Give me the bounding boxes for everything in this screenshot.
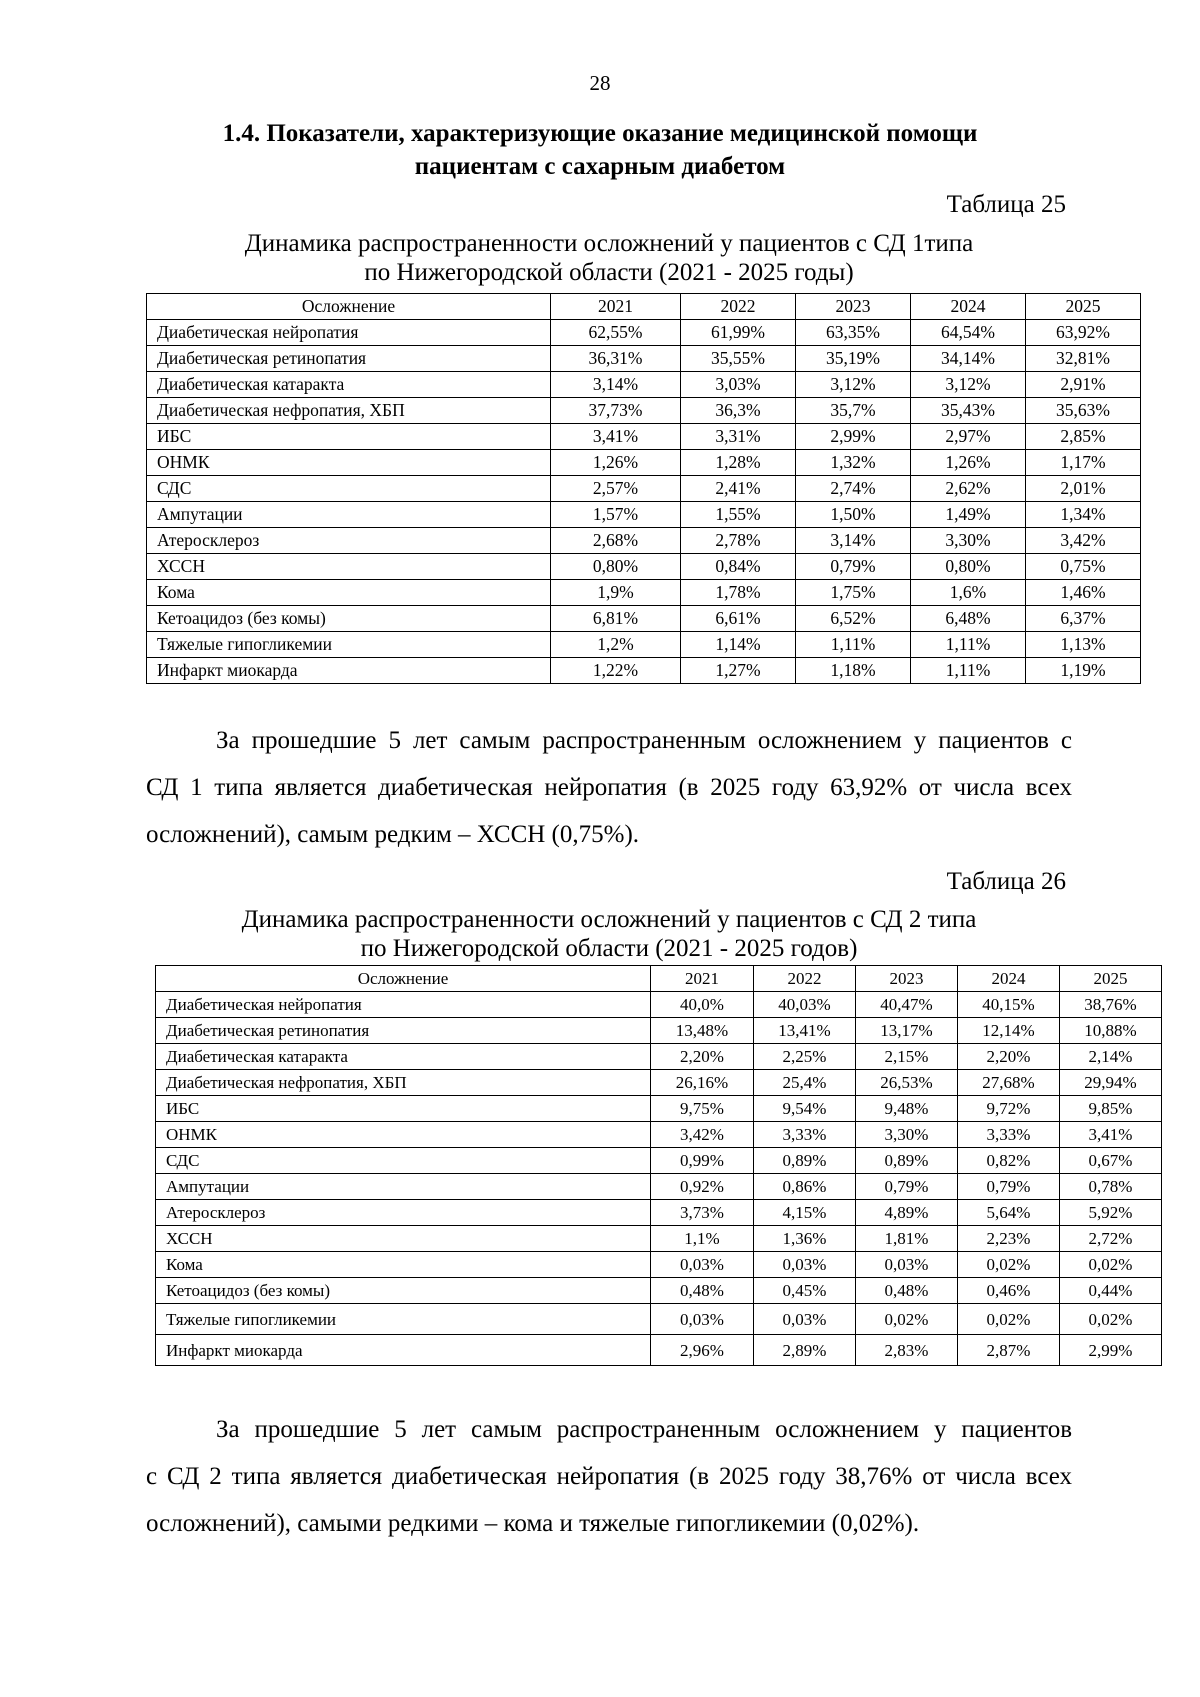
percent-cell: 1,75% bbox=[796, 580, 911, 606]
percent-cell: 2,14% bbox=[1060, 1044, 1162, 1070]
percent-cell: 2,57% bbox=[551, 476, 681, 502]
table-26 bbox=[155, 965, 1162, 1366]
percent-cell: 1,46% bbox=[1026, 580, 1141, 606]
table-row bbox=[156, 1335, 1162, 1366]
percent-cell: 37,73% bbox=[551, 398, 681, 424]
percent-cell: 1,26% bbox=[551, 450, 681, 476]
percent-cell: 3,73% bbox=[651, 1200, 754, 1226]
percent-cell: 35,43% bbox=[911, 398, 1026, 424]
percent-cell: 9,85% bbox=[1060, 1096, 1162, 1122]
percent-cell: 0,79% bbox=[958, 1174, 1060, 1200]
percent-cell: 1,36% bbox=[754, 1226, 856, 1252]
percent-cell: 1,78% bbox=[681, 580, 796, 606]
complication-name-cell: Ампутации bbox=[147, 502, 551, 528]
percent-cell: 40,15% bbox=[958, 992, 1060, 1018]
percent-cell: 3,12% bbox=[911, 372, 1026, 398]
percent-cell: 2,99% bbox=[1060, 1335, 1162, 1366]
percent-cell: 1,19% bbox=[1026, 658, 1141, 684]
complication-name-cell: Диабетическая нейропатия bbox=[147, 320, 551, 346]
complication-name-cell: СДС bbox=[147, 476, 551, 502]
table-row bbox=[156, 1148, 1162, 1174]
complication-name-cell: Диабетическая катаракта bbox=[156, 1044, 651, 1070]
table-25 bbox=[146, 293, 1141, 684]
percent-cell: 0,02% bbox=[958, 1252, 1060, 1278]
percent-cell: 3,14% bbox=[551, 372, 681, 398]
percent-cell: 4,15% bbox=[754, 1200, 856, 1226]
percent-cell: 1,13% bbox=[1026, 632, 1141, 658]
percent-cell: 1,14% bbox=[681, 632, 796, 658]
percent-cell: 40,03% bbox=[754, 992, 856, 1018]
percent-cell: 0,80% bbox=[911, 554, 1026, 580]
percent-cell: 2,68% bbox=[551, 528, 681, 554]
table-row bbox=[156, 1070, 1162, 1096]
table-row bbox=[156, 1226, 1162, 1252]
page-number: 28 bbox=[589, 71, 611, 95]
percent-cell: 3,42% bbox=[1026, 528, 1141, 554]
paragraph-1-line-2: СД 1 типа является диабетическая нейропатия (в 2025 году 63,92% от числа всех bbox=[146, 774, 1072, 801]
complication-name-cell: Инфаркт миокарда bbox=[147, 658, 551, 684]
percent-cell: 35,19% bbox=[796, 346, 911, 372]
paragraph-1-line-3: осложнений), самым редким – ХССН (0,75%). bbox=[146, 821, 640, 848]
table-row bbox=[147, 606, 1141, 632]
percent-cell: 1,11% bbox=[796, 632, 911, 658]
percent-cell: 1,32% bbox=[796, 450, 911, 476]
percent-cell: 1,57% bbox=[551, 502, 681, 528]
percent-cell: 1,34% bbox=[1026, 502, 1141, 528]
complication-name-cell: Ампутации bbox=[156, 1174, 651, 1200]
percent-cell: 26,53% bbox=[856, 1070, 958, 1096]
percent-cell: 6,48% bbox=[911, 606, 1026, 632]
complication-name-cell: ОНМК bbox=[147, 450, 551, 476]
table-row bbox=[156, 1018, 1162, 1044]
percent-cell: 3,03% bbox=[681, 372, 796, 398]
table-row bbox=[147, 346, 1141, 372]
percent-cell: 0,89% bbox=[754, 1148, 856, 1174]
percent-cell: 4,89% bbox=[856, 1200, 958, 1226]
percent-cell: 36,3% bbox=[681, 398, 796, 424]
table26-header-row bbox=[156, 966, 1162, 992]
percent-cell: 2,62% bbox=[911, 476, 1026, 502]
complication-name-cell: Кетоацидоз (без комы) bbox=[147, 606, 551, 632]
table25-header-row bbox=[147, 294, 1141, 320]
table-row bbox=[156, 1096, 1162, 1122]
percent-cell: 1,17% bbox=[1026, 450, 1141, 476]
percent-cell: 1,22% bbox=[551, 658, 681, 684]
column-header-year: 2024 bbox=[911, 294, 1026, 320]
table-25-caption bbox=[146, 229, 1072, 287]
percent-cell: 35,55% bbox=[681, 346, 796, 372]
complication-name-cell: ИБС bbox=[147, 424, 551, 450]
percent-cell: 3,31% bbox=[681, 424, 796, 450]
complication-name-cell: ХССН bbox=[147, 554, 551, 580]
percent-cell: 10,88% bbox=[1060, 1018, 1162, 1044]
percent-cell: 5,64% bbox=[958, 1200, 1060, 1226]
percent-cell: 62,55% bbox=[551, 320, 681, 346]
table-26-caption-line-1: Динамика распространенности осложнений у пациентов с СД 2 типа bbox=[241, 906, 977, 933]
paragraph-2-line-1-text: За прошедшие 5 лет самым распространенным осложнением у пациентов bbox=[216, 1416, 1072, 1443]
percent-cell: 6,52% bbox=[796, 606, 911, 632]
percent-cell: 0,92% bbox=[651, 1174, 754, 1200]
column-header-year: 2024 bbox=[958, 966, 1060, 992]
percent-cell: 3,33% bbox=[958, 1122, 1060, 1148]
complication-name-cell: Диабетическая нефропатия, ХБП bbox=[156, 1070, 651, 1096]
percent-cell: 1,27% bbox=[681, 658, 796, 684]
complication-name-cell: Тяжелые гипогликемии bbox=[147, 632, 551, 658]
percent-cell: 0,03% bbox=[651, 1252, 754, 1278]
percent-cell: 1,9% bbox=[551, 580, 681, 606]
table-26-caption bbox=[146, 905, 1072, 963]
column-header-year: 2025 bbox=[1026, 294, 1141, 320]
percent-cell: 1,6% bbox=[911, 580, 1026, 606]
percent-cell: 0,02% bbox=[856, 1304, 958, 1335]
percent-cell: 1,55% bbox=[681, 502, 796, 528]
percent-cell: 0,03% bbox=[754, 1252, 856, 1278]
percent-cell: 0,67% bbox=[1060, 1148, 1162, 1174]
percent-cell: 0,46% bbox=[958, 1278, 1060, 1304]
percent-cell: 27,68% bbox=[958, 1070, 1060, 1096]
percent-cell: 36,31% bbox=[551, 346, 681, 372]
percent-cell: 3,30% bbox=[856, 1122, 958, 1148]
complication-name-cell: Кома bbox=[156, 1252, 651, 1278]
percent-cell: 9,75% bbox=[651, 1096, 754, 1122]
percent-cell: 0,03% bbox=[651, 1304, 754, 1335]
table-25-caption-line-1: Динамика распространенности осложнений у пациентов с СД 1типа bbox=[244, 230, 974, 257]
percent-cell: 3,42% bbox=[651, 1122, 754, 1148]
table-row bbox=[156, 1122, 1162, 1148]
complication-name-cell: Атеросклероз bbox=[147, 528, 551, 554]
table-25-caption-line-2: по Нижегородской области (2021 - 2025 годы) bbox=[364, 259, 854, 286]
percent-cell: 0,89% bbox=[856, 1148, 958, 1174]
percent-cell: 63,92% bbox=[1026, 320, 1141, 346]
percent-cell: 35,63% bbox=[1026, 398, 1141, 424]
table-row bbox=[147, 372, 1141, 398]
complication-name-cell: Диабетическая ретинопатия bbox=[147, 346, 551, 372]
percent-cell: 5,92% bbox=[1060, 1200, 1162, 1226]
complication-name-cell: Диабетическая нейропатия bbox=[156, 992, 651, 1018]
section-title-line-2: пациентам с сахарным диабетом bbox=[414, 153, 786, 180]
percent-cell: 1,49% bbox=[911, 502, 1026, 528]
percent-cell: 0,44% bbox=[1060, 1278, 1162, 1304]
percent-cell: 3,12% bbox=[796, 372, 911, 398]
table-row bbox=[156, 1174, 1162, 1200]
column-header-year: 2021 bbox=[551, 294, 681, 320]
percent-cell: 12,14% bbox=[958, 1018, 1060, 1044]
section-title-line-1: 1.4. Показатели, характеризующие оказание медицинской помощи bbox=[222, 120, 978, 147]
table-25-body bbox=[147, 294, 1141, 684]
percent-cell: 9,54% bbox=[754, 1096, 856, 1122]
percent-cell: 0,75% bbox=[1026, 554, 1141, 580]
column-header-year: 2023 bbox=[856, 966, 958, 992]
percent-cell: 2,25% bbox=[754, 1044, 856, 1070]
percent-cell: 1,26% bbox=[911, 450, 1026, 476]
percent-cell: 0,79% bbox=[856, 1174, 958, 1200]
percent-cell: 35,7% bbox=[796, 398, 911, 424]
percent-cell: 6,81% bbox=[551, 606, 681, 632]
percent-cell: 61,99% bbox=[681, 320, 796, 346]
percent-cell: 26,16% bbox=[651, 1070, 754, 1096]
percent-cell: 34,14% bbox=[911, 346, 1026, 372]
table-row bbox=[156, 1304, 1162, 1335]
percent-cell: 2,74% bbox=[796, 476, 911, 502]
percent-cell: 2,91% bbox=[1026, 372, 1141, 398]
percent-cell: 9,48% bbox=[856, 1096, 958, 1122]
percent-cell: 0,80% bbox=[551, 554, 681, 580]
paragraph-1-line-1-text: За прошедшие 5 лет самым распространенным осложнением у пациентов с bbox=[216, 727, 1072, 754]
table-26-label: Таблица 26 bbox=[946, 868, 1066, 895]
percent-cell: 2,83% bbox=[856, 1335, 958, 1366]
paragraph-2-line-1 bbox=[146, 1406, 1072, 1453]
percent-cell: 0,86% bbox=[754, 1174, 856, 1200]
percent-cell: 0,02% bbox=[1060, 1304, 1162, 1335]
percent-cell: 38,76% bbox=[1060, 992, 1162, 1018]
percent-cell: 2,72% bbox=[1060, 1226, 1162, 1252]
table-25-label: Таблица 25 bbox=[946, 191, 1066, 218]
table-row bbox=[147, 502, 1141, 528]
percent-cell: 63,35% bbox=[796, 320, 911, 346]
percent-cell: 0,79% bbox=[796, 554, 911, 580]
percent-cell: 1,28% bbox=[681, 450, 796, 476]
table-row bbox=[147, 450, 1141, 476]
percent-cell: 1,11% bbox=[911, 658, 1026, 684]
table-row bbox=[156, 1200, 1162, 1226]
table-row bbox=[147, 554, 1141, 580]
percent-cell: 32,81% bbox=[1026, 346, 1141, 372]
percent-cell: 0,03% bbox=[856, 1252, 958, 1278]
complication-name-cell: ОНМК bbox=[156, 1122, 651, 1148]
table-row bbox=[156, 1044, 1162, 1070]
table-row bbox=[156, 992, 1162, 1018]
table-26-body bbox=[156, 966, 1162, 1366]
table-row bbox=[147, 398, 1141, 424]
paragraph-2-line-2: с СД 2 типа является диабетическая нейропатия (в 2025 году 38,76% от числа всех bbox=[146, 1463, 1072, 1490]
percent-cell: 25,4% bbox=[754, 1070, 856, 1096]
column-header-complication: Осложнение bbox=[156, 966, 651, 992]
percent-cell: 13,17% bbox=[856, 1018, 958, 1044]
percent-cell: 0,82% bbox=[958, 1148, 1060, 1174]
percent-cell: 2,20% bbox=[651, 1044, 754, 1070]
complication-name-cell: Диабетическая катаракта bbox=[147, 372, 551, 398]
percent-cell: 13,48% bbox=[651, 1018, 754, 1044]
paragraph-2 bbox=[146, 1406, 1072, 1547]
table-row bbox=[147, 476, 1141, 502]
percent-cell: 3,14% bbox=[796, 528, 911, 554]
table-26-caption-line-2: по Нижегородской области (2021 - 2025 годов) bbox=[360, 935, 858, 962]
column-header-complication: Осложнение bbox=[147, 294, 551, 320]
percent-cell: 13,41% bbox=[754, 1018, 856, 1044]
complication-name-cell: СДС bbox=[156, 1148, 651, 1174]
percent-cell: 3,30% bbox=[911, 528, 1026, 554]
paragraph-1 bbox=[146, 717, 1072, 858]
percent-cell: 2,20% bbox=[958, 1044, 1060, 1070]
percent-cell: 9,72% bbox=[958, 1096, 1060, 1122]
percent-cell: 1,18% bbox=[796, 658, 911, 684]
paragraph-1-line-1 bbox=[146, 717, 1072, 764]
percent-cell: 2,15% bbox=[856, 1044, 958, 1070]
table-row bbox=[147, 580, 1141, 606]
percent-cell: 0,99% bbox=[651, 1148, 754, 1174]
percent-cell: 2,96% bbox=[651, 1335, 754, 1366]
percent-cell: 1,50% bbox=[796, 502, 911, 528]
percent-cell: 1,2% bbox=[551, 632, 681, 658]
percent-cell: 6,61% bbox=[681, 606, 796, 632]
table-row bbox=[147, 320, 1141, 346]
percent-cell: 0,02% bbox=[1060, 1252, 1162, 1278]
percent-cell: 3,33% bbox=[754, 1122, 856, 1148]
percent-cell: 6,37% bbox=[1026, 606, 1141, 632]
column-header-year: 2025 bbox=[1060, 966, 1162, 992]
percent-cell: 40,0% bbox=[651, 992, 754, 1018]
table-row bbox=[147, 528, 1141, 554]
percent-cell: 2,89% bbox=[754, 1335, 856, 1366]
complication-name-cell: ИБС bbox=[156, 1096, 651, 1122]
percent-cell: 1,1% bbox=[651, 1226, 754, 1252]
percent-cell: 0,45% bbox=[754, 1278, 856, 1304]
percent-cell: 1,81% bbox=[856, 1226, 958, 1252]
complication-name-cell: Кома bbox=[147, 580, 551, 606]
column-header-year: 2022 bbox=[681, 294, 796, 320]
table-row bbox=[147, 424, 1141, 450]
section-title bbox=[140, 117, 1060, 183]
percent-cell: 0,48% bbox=[856, 1278, 958, 1304]
paragraph-2-line-3: осложнений), самыми редкими – кома и тяжелые гипогликемии (0,02%). bbox=[146, 1510, 920, 1537]
table-row bbox=[147, 632, 1141, 658]
complication-name-cell: ХССН bbox=[156, 1226, 651, 1252]
percent-cell: 3,41% bbox=[1060, 1122, 1162, 1148]
column-header-year: 2022 bbox=[754, 966, 856, 992]
table-row bbox=[156, 1252, 1162, 1278]
percent-cell: 1,11% bbox=[911, 632, 1026, 658]
percent-cell: 64,54% bbox=[911, 320, 1026, 346]
table-row bbox=[147, 658, 1141, 684]
percent-cell: 2,23% bbox=[958, 1226, 1060, 1252]
complication-name-cell: Кетоацидоз (без комы) bbox=[156, 1278, 651, 1304]
table-row bbox=[156, 1278, 1162, 1304]
percent-cell: 29,94% bbox=[1060, 1070, 1162, 1096]
percent-cell: 2,78% bbox=[681, 528, 796, 554]
column-header-year: 2021 bbox=[651, 966, 754, 992]
complication-name-cell: Тяжелые гипогликемии bbox=[156, 1304, 651, 1335]
percent-cell: 2,99% bbox=[796, 424, 911, 450]
percent-cell: 40,47% bbox=[856, 992, 958, 1018]
percent-cell: 0,84% bbox=[681, 554, 796, 580]
percent-cell: 0,02% bbox=[958, 1304, 1060, 1335]
percent-cell: 2,01% bbox=[1026, 476, 1141, 502]
complication-name-cell: Диабетическая нефропатия, ХБП bbox=[147, 398, 551, 424]
percent-cell: 2,85% bbox=[1026, 424, 1141, 450]
complication-name-cell: Атеросклероз bbox=[156, 1200, 651, 1226]
percent-cell: 2,97% bbox=[911, 424, 1026, 450]
percent-cell: 2,87% bbox=[958, 1335, 1060, 1366]
complication-name-cell: Инфаркт миокарда bbox=[156, 1335, 651, 1366]
column-header-year: 2023 bbox=[796, 294, 911, 320]
complication-name-cell: Диабетическая ретинопатия bbox=[156, 1018, 651, 1044]
percent-cell: 0,03% bbox=[754, 1304, 856, 1335]
percent-cell: 0,48% bbox=[651, 1278, 754, 1304]
percent-cell: 2,41% bbox=[681, 476, 796, 502]
percent-cell: 0,78% bbox=[1060, 1174, 1162, 1200]
percent-cell: 3,41% bbox=[551, 424, 681, 450]
